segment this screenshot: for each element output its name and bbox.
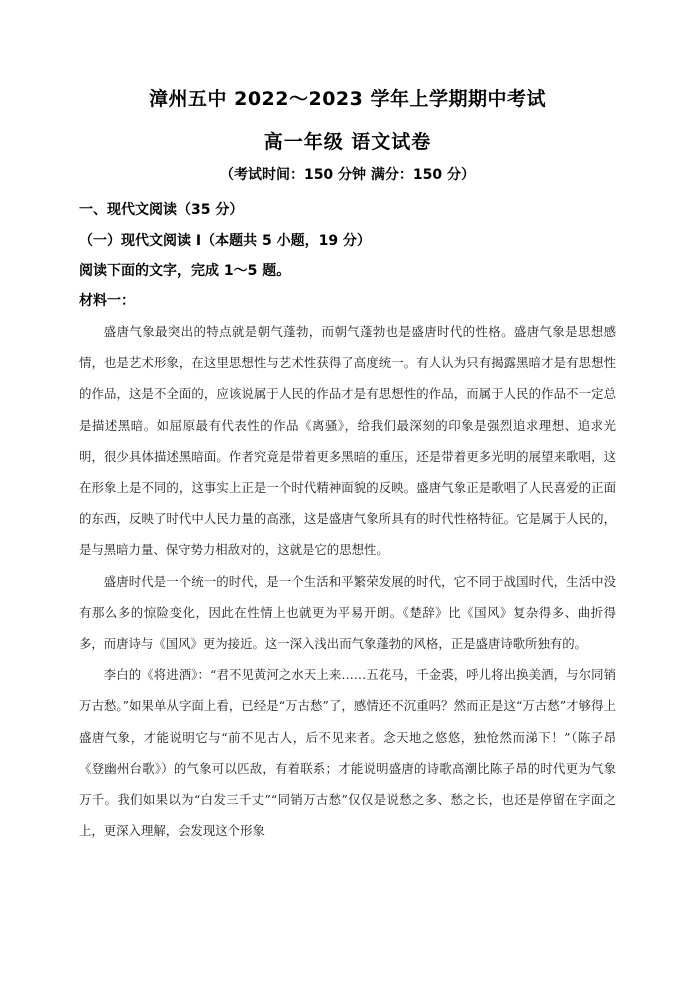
paragraph: 盛唐气象最突出的特点就是朝气蓬勃，而朝气蓬勃也是盛唐时代的性格。盛唐气象是思想感情，也是艺术形象，在这里思想性与艺术性获得了高度统一。有人认为只有揭露黑暗才是有思想性的作品，这是不全面的，应该说属于人民的作品才是有思想性的作品，而属于人民的作品不一定总是描述黑暗。如屈原最有代表性的作品《离骚》，给我们最深刻的印象是强烈追求理想、追求光明，很少具体描述黑暗面。作者究竟是带着更多黑暗的重压，还是带着更多光明的展望来歌唱，这在形象上是不同的，这事实上正是一个时代精神面貌的反映。盛唐气象正是歌唱了人民喜爱的正面的东西，反映了时代中人民力量的高涨，这是盛唐气象所具有的时代性格特征。它是属于人民的，是与黑暗力量、保守势力相敌对的，这就是它的思想性。 <box>79 324 616 558</box>
exam-subtitle: 高一年级 语文试卷 <box>263 131 432 153</box>
reading-instruction: 阅读下面的文字，完成 1～5 题。 <box>79 263 291 279</box>
subsection-heading: （一）现代文阅读 I（本题共 5 小题，19 分） <box>79 233 371 249</box>
material-label: 材料一： <box>79 293 135 309</box>
material-body <box>79 316 616 846</box>
section-heading: 一、现代文阅读（35 分） <box>79 202 244 218</box>
paragraph: 盛唐时代是一个统一的时代，是一个生活和平繁荣发展的时代，它不同于战国时代，生活中没有那么多的惊险变化，因此在性情上也就更为平易开朗。《楚辞》比《国风》复杂得多、曲折得多，而唐诗与《国风》更为接近。这一深入浅出而气象蓬勃的风格，正是盛唐诗歌所独有的。 <box>79 573 616 652</box>
exam-title: 漳州五中 2022～2023 学年上学期期中考试 <box>149 88 546 110</box>
exam-info: （考试时间：150 分钟 满分：150 分） <box>219 167 476 183</box>
paragraph: 李白的《将进酒》：“君不见黄河之水天上来……五花马，千金裘，呼儿将出换美酒，与尔同销万古愁。”如果单从字面上看，已经是“万古愁”了，感情还不沉重吗？然而正是这“万古愁”才够得上盛唐气象，才能说明它与“前不见古人，后不见来者。念天地之悠悠，独怆然而涕下！”（陈子昂《登幽州台歌》）的气象可以匹敌，有着联系；才能说明盛唐的诗歌高潮比陈子昂的时代更为气象万千。我们如果以为“白发三千丈”“同销万古愁”仅仅是说愁之多、愁之长，也还是停留在字面之上，更深入理解，会发现这个形象 <box>79 667 616 839</box>
